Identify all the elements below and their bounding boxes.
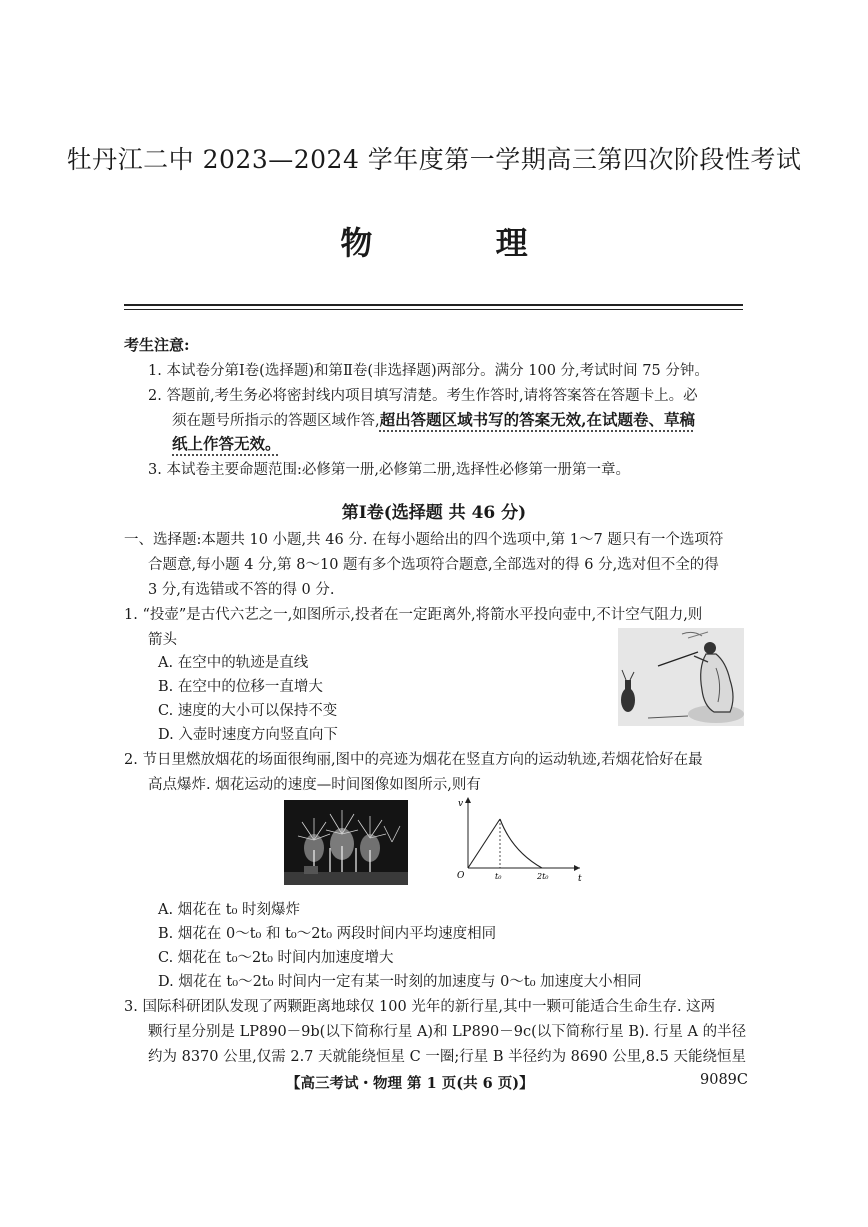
q3-line-3: 约为 8370 公里,仅需 2.7 天就能绕恒星 C 一圈;行星 B 半径约为 8690 公里,8.5 天能绕恒星 <box>148 1049 746 1065</box>
notice-item-2b-plain: 须在题号所指示的答题区域作答, <box>172 413 380 429</box>
notice-item-2a: 2. 答题前,考生务必将密封线内项目填写清楚。考生作答时,请将答案答在答题卡上。必 <box>148 388 698 404</box>
notice-heading: 考生注意: <box>124 336 190 354</box>
q1-stem-2: 箭头 <box>148 632 177 648</box>
q2-option-a: A. 烟花在 t₀ 时刻爆炸 <box>158 902 301 918</box>
notice-item-2b-emphasis: 超出答题区域书写的答案无效,在试题卷、草稿 <box>379 410 696 429</box>
q2-stem-1: 2. 节日里燃放烟花的场面很绚丽,图中的亮迹为烟花在竖直方向的运动轨迹,若烟花恰好在最 <box>124 752 703 768</box>
q2-option-d: D. 烟花在 t₀～2t₀ 时间内一定有某一时刻的加速度与 0～t₀ 加速度大小相同 <box>158 974 642 990</box>
exam-title: 牡丹江二中 2023—2024 学年度第一学期高三第四次阶段性考试 <box>66 145 802 174</box>
v-axis-label: v <box>458 799 464 809</box>
t-axis-label: t <box>578 874 582 884</box>
q2-stem-2: 高点爆炸. 烟花运动的速度—时间图像如图所示,则有 <box>148 777 481 793</box>
footer-page-info: 【高三考试・物理 第 1 页(共 6 页)】 <box>286 1075 534 1092</box>
tick-2t0: 2t₀ <box>537 872 549 881</box>
footer-code: 9089C <box>700 1072 748 1088</box>
q1-option-c: C. 速度的大小可以保持不变 <box>158 703 338 719</box>
q3-line-1: 3. 国际科研团队发现了两颗距离地球仅 100 光年的新行星,其中一颗可能适合生命生存. 这两 <box>124 999 716 1015</box>
notice-item-2c: 纸上作答无效。 <box>172 434 281 453</box>
section-intro-3: 3 分,有选错或不答的得 0 分. <box>148 582 335 598</box>
q2-option-c: C. 烟花在 t₀～2t₀ 时间内加速度增大 <box>158 950 394 966</box>
header-rule-thin <box>124 309 743 310</box>
q2-option-b: B. 烟花在 0～t₀ 和 t₀～2t₀ 两段时间内平均速度相同 <box>158 926 497 942</box>
q1-option-d: D. 入壶时速度方向竖直向下 <box>158 727 338 743</box>
accel-segment <box>468 819 500 868</box>
q1-option-b: B. 在空中的位移一直增大 <box>158 679 323 695</box>
origin-label: O <box>457 871 465 881</box>
q1-stem-1: 1. “投壶”是古代六艺之一,如图所示,投者在一定距离外,将箭水平投向壶中,不计空气阻力,则 <box>124 607 703 623</box>
tick-t0: t₀ <box>495 872 502 881</box>
touhu-illustration <box>618 628 744 726</box>
notice-item-1: 1. 本试卷分第Ⅰ卷(选择题)和第Ⅱ卷(非选择题)两部分。满分 100 分,考试时间 75 分钟。 <box>148 363 709 379</box>
notice-item-3: 3. 本试卷主要命题范围:必修第一册,必修第二册,选择性必修第一册第一章。 <box>148 462 631 478</box>
notice-item-2b <box>172 408 695 430</box>
section-intro-1: 一、选择题:本题共 10 小题,共 46 分. 在每小题给出的四个选项中,第 1～7 题只有一个选项符 <box>124 532 724 548</box>
subject-title: 物 理 <box>340 224 584 262</box>
velocity-time-graph <box>448 793 584 885</box>
section-intro-2: 合题意,每小题 4 分,第 8～10 题有多个选项符合题意,全部选对的得 6 分,选对但不全的得 <box>148 557 719 573</box>
section-title: 第Ⅰ卷(选择题 共 46 分) <box>341 503 527 523</box>
q1-option-a: A. 在空中的轨迹是直线 <box>158 655 309 671</box>
header-rule-thick <box>124 304 743 306</box>
fireworks-photo <box>284 800 408 885</box>
decel-curve <box>500 819 542 868</box>
q3-line-2: 颗行星分别是 LP890－9b(以下简称行星 A)和 LP890－9c(以下简称行星 B). 行星 A 的半径 <box>148 1024 747 1040</box>
